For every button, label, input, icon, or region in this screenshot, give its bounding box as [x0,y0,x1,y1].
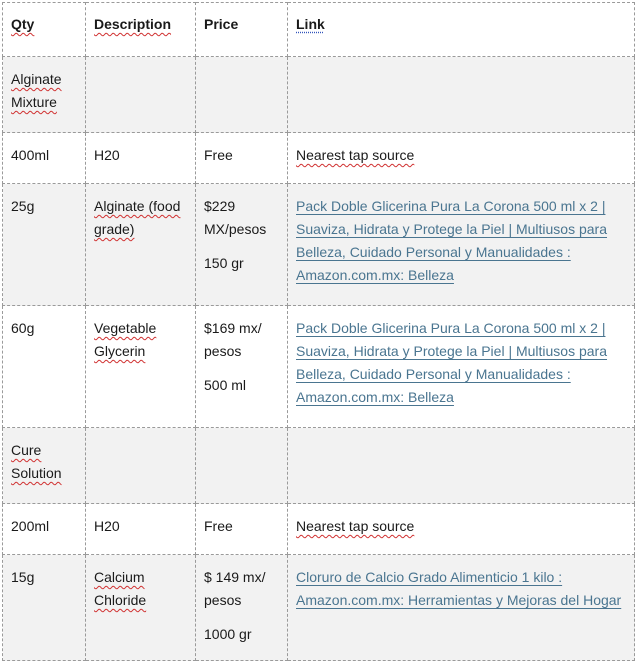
description-cell: H20 [86,504,196,555]
product-link[interactable]: Pack Doble Glicerina Pura La Corona 500 ml x 2 | Suaviza, Hidrata y Protege la Piel | Multiusos para Belleza, Cuidado Personal y Manualidades : Amazon.com.mx: Belleza [296,198,608,283]
table-row [3,555,635,661]
description-cell: Calcium Chloride [86,555,196,661]
link-cell [288,504,635,555]
link-cell [288,555,635,661]
qty-cell: 15g [3,555,86,661]
link-cell [288,184,635,306]
product-link[interactable]: Cloruro de Calcio Grado Alimenticio 1 kilo : Amazon.com.mx: Herramientas y Mejoras del Hogar [296,569,622,608]
section-label: Alginate Mixture [3,57,86,133]
header-link: Link [288,3,635,57]
price-cell: Free [196,504,288,555]
header-row [3,3,635,57]
header-description: Description [86,3,196,57]
price-cell: Free [196,133,288,184]
price-cell: $229 MX/pesos 150 gr [196,184,288,306]
table-row [3,184,635,306]
qty-cell: 25g [3,184,86,306]
table-row [3,306,635,428]
materials-table [2,2,635,661]
link-text: Nearest tap source [296,147,415,163]
header-price: Price [196,3,288,57]
table-row [3,133,635,184]
price-cell: $ 149 mx/ pesos 1000 gr [196,555,288,661]
qty-cell: 60g [3,306,86,428]
header-qty: Qty [3,3,86,57]
product-link[interactable]: Pack Doble Glicerina Pura La Corona 500 ml x 2 | Suaviza, Hidrata y Protege la Piel | Multiusos para Belleza, Cuidado Personal y Manualidades : Amazon.com.mx: Belleza [296,320,608,405]
price-cell: $169 mx/ pesos 500 ml [196,306,288,428]
section-row-cure [3,428,635,504]
qty-cell: 200ml [3,504,86,555]
link-cell [288,306,635,428]
section-label: Cure Solution [3,428,86,504]
qty-cell: 400ml [3,133,86,184]
section-row-alginate [3,57,635,133]
table-row [3,504,635,555]
description-cell: H20 [86,133,196,184]
description-cell: Vegetable Glycerin [86,306,196,428]
link-text: Nearest tap source [296,518,415,534]
description-cell: Alginate (food grade) [86,184,196,306]
link-cell [288,133,635,184]
